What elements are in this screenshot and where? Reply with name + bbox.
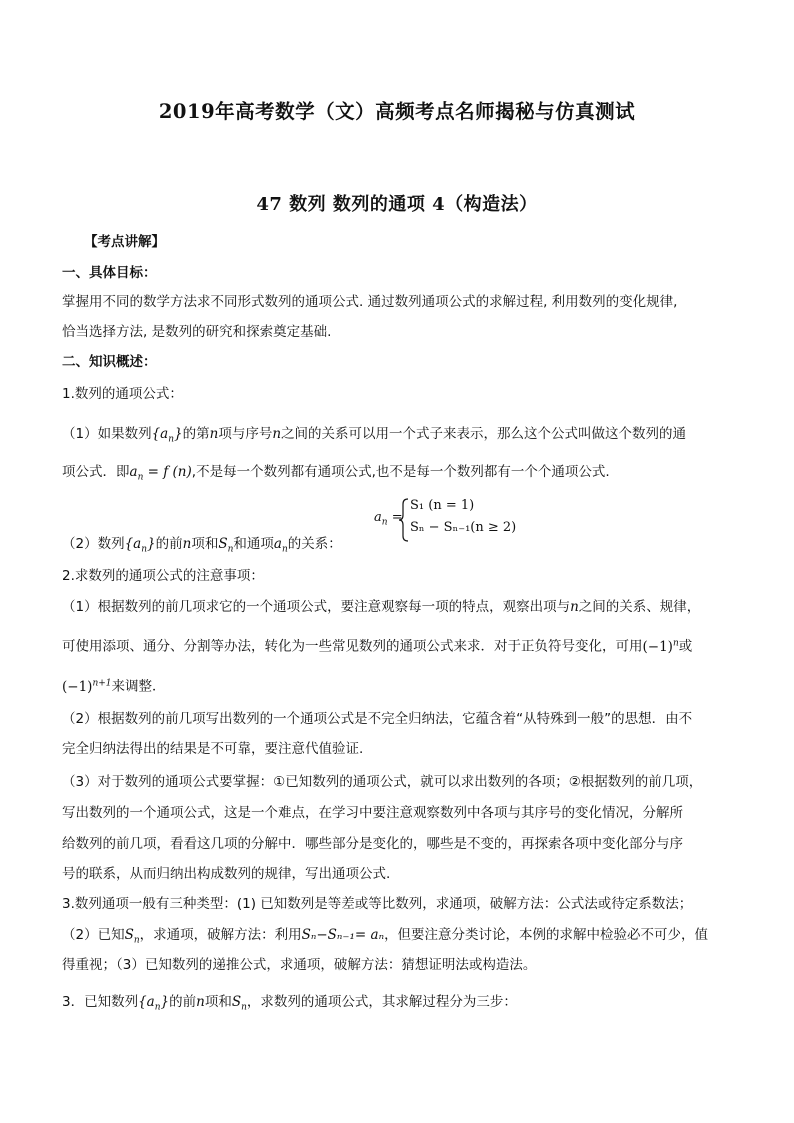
paragraph-line: （2）根据数列的前几项写出数列的一个通项公式是不完全归纳法，它蕴含着“从特殊到一般”的思想．由不	[62, 711, 693, 727]
text-span: ,不是每一个数列都有通项公式,也不是每一个数列都有一个个通项公式.	[191, 464, 610, 480]
section-header: 【考点讲解】	[84, 234, 165, 250]
text-span: （2）数列	[62, 536, 125, 552]
text-span: 之间的关系、规律，	[578, 599, 701, 615]
paragraph-line: 得重视；（3）已知数列的递推公式，求通项，破解方法：猜想证明法或构造法。	[62, 957, 537, 973]
text-span: ，求数列的通项公式，其求解过程分为三步：	[246, 994, 517, 1010]
text-span: 项公式．即	[62, 464, 130, 480]
math-seq: $\{a_n\}$	[138, 994, 170, 1013]
paragraph-line: 1.数列的通项公式：	[62, 386, 183, 402]
math-n: n	[272, 426, 282, 442]
text-span: ，但要注意分类讨论，本例的求解中检验必不可少，值	[384, 927, 709, 943]
text-span: （1）根据数列的前几项求它的一个通项公式，要注意观察每一项的特点，观察出项与	[62, 599, 571, 615]
math-an: $a_n$	[273, 536, 288, 555]
paragraph-line	[62, 534, 734, 560]
text-span: 的前	[155, 536, 183, 552]
paragraph-line: 写出数列的一个通项公式，这是一个难点，在学习中要注意观察数列中各项与其序号的变化情况，分解所	[62, 805, 683, 821]
text-span: 项和	[191, 536, 219, 552]
heading-overview: 二、知识概述：	[62, 354, 157, 370]
math-sn: $S_n$	[218, 536, 234, 555]
math-n: n	[196, 994, 205, 1010]
text-span: 3．已知数列	[62, 994, 139, 1010]
math-relation: Sₙ−Sₙ₋₁= aₙ	[301, 927, 385, 943]
document-subtitle: 47 数列 数列的通项 4（构造法）	[256, 194, 538, 215]
heading-goals: 一、具体目标：	[62, 265, 157, 281]
text-span: ，求通项，破解方法：利用	[139, 927, 302, 943]
math-n: n	[570, 599, 579, 615]
text-span: 项和	[204, 994, 232, 1010]
text-span: 或	[678, 638, 693, 655]
text-span: 的第	[182, 426, 210, 442]
math-sn: $S_n$	[124, 927, 140, 946]
paragraph-line	[62, 673, 734, 697]
math-formula: $a_n = f$ (n)	[129, 464, 192, 483]
math-sign: $(-1)^n$	[642, 638, 679, 655]
piecewise-lhs: $a_n$ =	[374, 510, 403, 528]
piecewise-row-2: Sₙ − Sₙ₋₁(n ≥ 2)	[410, 520, 517, 535]
paragraph-line: 恰当选择方法, 是数列的研究和探索奠定基础.	[62, 324, 332, 340]
paragraph-line	[62, 633, 734, 657]
math-sign: $(-1)^{n+1}$	[62, 678, 112, 695]
paragraph-line: 3.数列通项一般有三种类型：(1) 已知数列是等差或等比数列，求通项，破解方法：公式法或待定系数法；	[62, 896, 693, 912]
paragraph-line: 给数列的前几项，看看这几项的分解中．哪些部分是变化的，哪些是不变的，再探索各项中变化部分与序	[62, 836, 683, 852]
math-n: n	[182, 536, 192, 552]
math-sn: $S_n$	[231, 994, 247, 1013]
math-seq: $\{a_n\}$	[151, 426, 183, 445]
text-span: 可使用添项、通分、分割等办法，转化为一些常见数列的通项公式来求．对于正负符号变化，可用	[62, 638, 643, 655]
text-span: 之间的关系可以用一个式子来表示，那么这个公式叫做这个数列的通	[281, 426, 687, 442]
paragraph-line: 掌握用不同的数学方法求不同形式数列的通项公式. 通过数列通项公式的求解过程, 利用数列的变化规律,	[62, 294, 678, 310]
paragraph-line	[62, 597, 734, 617]
paragraph-line: 完全归纳法得出的结果是不可靠，要注意代值验证.	[62, 741, 364, 757]
paragraph-line	[62, 992, 734, 1018]
paragraph-line	[62, 424, 734, 450]
document-title: 2019年高考数学（文）高频考点名师揭秘与仿真测试	[158, 100, 636, 123]
paragraph-line	[62, 462, 734, 488]
text-span: 的关系：	[287, 536, 342, 552]
text-span: 的前	[169, 994, 197, 1010]
paragraph-line	[62, 925, 734, 951]
math-seq: $\{a_n\}$	[124, 536, 156, 555]
math-n: n	[209, 426, 219, 442]
paragraph-line: 号的联系，从而归纳出构成数列的规律，写出通项公式.	[62, 866, 391, 882]
paragraph-line: 2.求数列的通项公式的注意事项：	[62, 568, 264, 584]
paragraph-line: （3）对于数列的通项公式要掌握：①已知数列的通项公式，就可以求出数列的各项；②根据数列的前几项，	[62, 774, 703, 790]
piecewise-row-1: S₁ (n = 1)	[410, 498, 475, 513]
text-span: 来调整．	[111, 678, 166, 695]
text-span: 项与序号	[218, 426, 273, 442]
text-span: （1）如果数列	[62, 426, 152, 442]
text-span: 和通项	[233, 536, 274, 552]
text-span: （2）已知	[62, 927, 125, 943]
